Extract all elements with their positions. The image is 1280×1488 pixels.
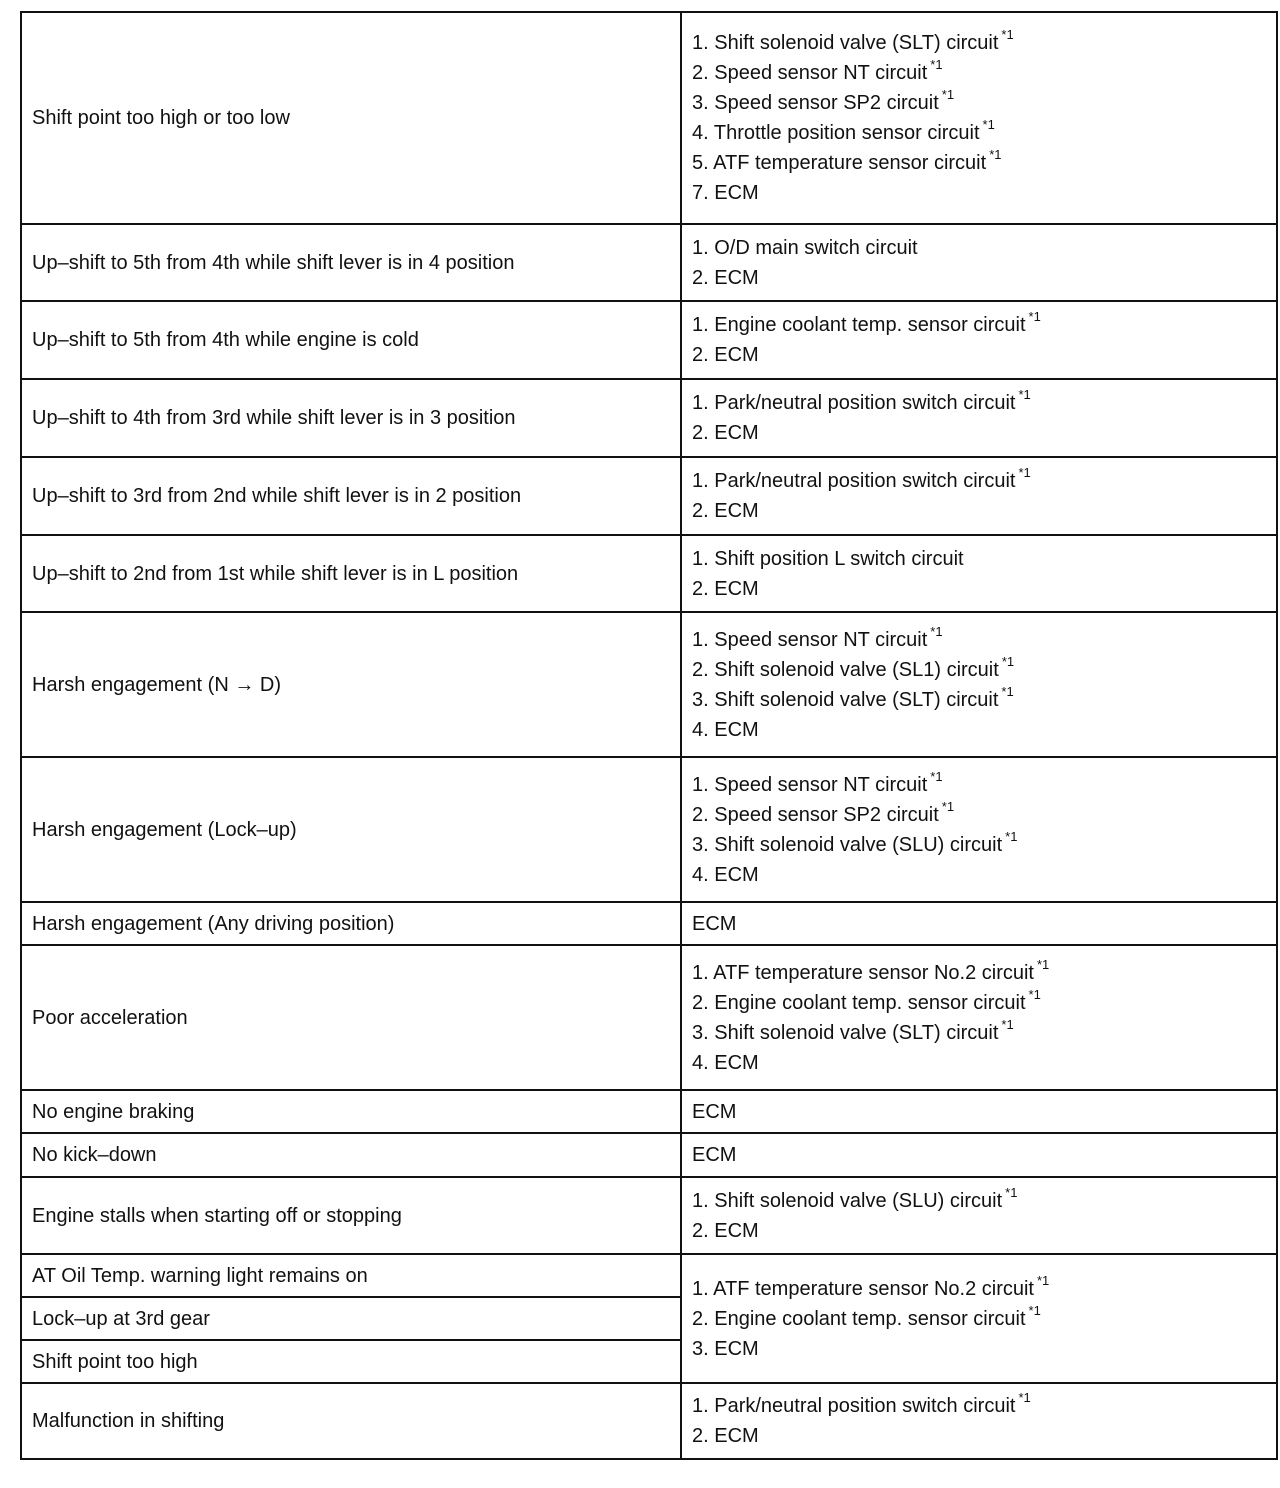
suspect-area-item [692, 58, 1266, 88]
symptom-cell: Up–shift to 4th from 3rd while shift lever is in 3 position [21, 379, 681, 457]
suspect-area-item [692, 800, 1266, 830]
suspect-area-text: 1. ATF temperature sensor No.2 circuit [692, 961, 1034, 984]
suspect-area-item [692, 1304, 1266, 1334]
suspect-area-text: 2. ECM [692, 1219, 759, 1242]
suspect-area-item [692, 685, 1266, 715]
symptom-cell: Engine stalls when starting off or stopping [21, 1177, 681, 1254]
suspect-area-text: 2. ECM [692, 500, 759, 522]
suspect-area-cell [681, 1090, 1277, 1133]
suspect-area-cell [681, 757, 1277, 902]
suspect-area-text: 2. ECM [692, 266, 759, 289]
footnote-marker: *1 [941, 798, 955, 814]
suspect-area-text: 3. Shift solenoid valve (SLT) circuit [692, 1021, 999, 1044]
suspect-area-item [692, 988, 1266, 1018]
suspect-area-cell [681, 457, 1277, 535]
footnote-marker: *1 [1018, 465, 1031, 481]
footnote-marker: *1 [989, 147, 1002, 163]
suspect-area-cell [681, 224, 1277, 301]
suspect-area-item [692, 388, 1266, 418]
suspect-area-cell [681, 945, 1277, 1090]
suspect-area-item [692, 233, 1266, 263]
footnote-marker: *1 [1001, 1016, 1014, 1032]
suspect-area-text: 7. ECM [692, 182, 759, 204]
table-row [21, 902, 1277, 945]
suspect-area-text: 4. ECM [692, 863, 759, 886]
suspect-area-text: 1. ATF temperature sensor No.2 circuit [692, 1277, 1034, 1300]
suspect-area-cell [681, 379, 1277, 457]
suspect-area-text: 2. Speed sensor SP2 circuit [692, 803, 939, 826]
suspect-area-text: 3. Shift solenoid valve (SLU) circuit [692, 833, 1003, 856]
suspect-area-item [692, 466, 1266, 496]
table-row [21, 945, 1277, 1090]
suspect-area-text: ECM [692, 1144, 737, 1166]
symptom-cell: Malfunction in shifting [21, 1383, 681, 1459]
suspect-area-item [692, 574, 1266, 604]
suspect-area-item [692, 1391, 1266, 1421]
suspect-area-item [692, 310, 1266, 340]
suspect-area-text: 1. Park/neutral position switch circuit [692, 392, 1016, 414]
suspect-area-text: 2. Engine coolant temp. sensor circuit [692, 991, 1026, 1014]
table-row [21, 1383, 1277, 1459]
suspect-area-item [692, 340, 1266, 370]
symptom-cell: AT Oil Temp. warning light remains on [21, 1254, 681, 1297]
suspect-area-text: 1. Park/neutral position switch circuit [692, 470, 1016, 492]
footnote-marker: *1 [941, 87, 955, 103]
symptom-cell: No engine braking [21, 1090, 681, 1133]
suspect-area-item [692, 830, 1266, 860]
footnote-marker: *1 [1018, 1390, 1031, 1406]
suspect-area-item [692, 544, 1266, 574]
table-row [21, 1090, 1277, 1133]
table-row [21, 757, 1277, 902]
table-row [21, 1254, 1277, 1297]
footnote-marker: *1 [1028, 986, 1041, 1002]
suspect-area-text: 1. Park/neutral position switch circuit [692, 1395, 1016, 1417]
table-row [21, 301, 1277, 379]
suspect-area-item [692, 1186, 1266, 1216]
suspect-area-item [692, 909, 1266, 939]
suspect-area-text: 3. ECM [692, 1337, 759, 1360]
suspect-area-item [692, 715, 1266, 745]
suspect-area-item [692, 496, 1266, 526]
suspect-area-text: 2. Engine coolant temp. sensor circuit [692, 1307, 1026, 1330]
suspect-area-cell [681, 12, 1277, 224]
suspect-area-cell [681, 1254, 1277, 1383]
table-row [21, 612, 1277, 757]
footnote-marker: *1 [1018, 387, 1031, 403]
suspect-area-text: 4. ECM [692, 718, 759, 741]
suspect-area-text: 2. ECM [692, 422, 759, 444]
suspect-area-text: 2. ECM [692, 1425, 759, 1447]
suspect-area-cell [681, 1133, 1277, 1177]
suspect-area-item [692, 1140, 1266, 1170]
suspect-area-item [692, 178, 1266, 208]
footnote-marker: *1 [930, 623, 943, 639]
suspect-area-cell [681, 301, 1277, 379]
suspect-area-cell [681, 902, 1277, 945]
suspect-area-item [692, 770, 1266, 800]
symptom-cell: Harsh engagement (N → D) [21, 612, 681, 757]
suspect-area-item [692, 860, 1266, 890]
suspect-area-text: ECM [692, 1100, 737, 1123]
symptom-cell: Shift point too high or too low [21, 12, 681, 224]
table-row [21, 1133, 1277, 1177]
suspect-area-text: 1. Engine coolant temp. sensor circuit [692, 314, 1026, 336]
suspect-area-text: 1. Shift position L switch circuit [692, 547, 964, 570]
footnote-marker: *1 [1001, 683, 1014, 699]
suspect-area-item [692, 1334, 1266, 1364]
footnote-marker: *1 [1005, 1184, 1018, 1200]
suspect-area-text: 1. Speed sensor NT circuit [692, 773, 928, 796]
suspect-area-text: 3. Shift solenoid valve (SLT) circuit [692, 688, 999, 711]
suspect-area-cell [681, 1383, 1277, 1459]
footnote-marker: *1 [982, 117, 995, 133]
suspect-area-item [692, 655, 1266, 685]
table-row [21, 224, 1277, 301]
footnote-marker: *1 [930, 57, 943, 73]
suspect-area-text: 1. Shift solenoid valve (SLT) circuit [692, 32, 999, 54]
symptom-cell: Up–shift to 3rd from 2nd while shift lever is in 2 position [21, 457, 681, 535]
suspect-area-item [692, 625, 1266, 655]
suspect-area-item [692, 418, 1266, 448]
suspect-area-cell [681, 535, 1277, 612]
symptom-table-body [21, 12, 1277, 1459]
footnote-marker: *1 [1001, 27, 1014, 43]
table-row [21, 535, 1277, 612]
table-row [21, 457, 1277, 535]
symptom-cell: Poor acceleration [21, 945, 681, 1090]
suspect-area-text: 1. Speed sensor NT circuit [692, 628, 928, 651]
symptom-cell: Up–shift to 5th from 4th while shift lever is in 4 position [21, 224, 681, 301]
symptom-cell: Shift point too high [21, 1340, 681, 1383]
suspect-area-item [692, 118, 1266, 148]
suspect-area-item [692, 28, 1266, 58]
footnote-marker: *1 [1001, 653, 1015, 669]
suspect-area-item [692, 1216, 1266, 1246]
suspect-area-item [692, 1018, 1266, 1048]
table-row [21, 379, 1277, 457]
suspect-area-text: 2. ECM [692, 577, 759, 600]
suspect-area-text: ECM [692, 912, 737, 935]
suspect-area-item [692, 263, 1266, 293]
suspect-area-text: 4. ECM [692, 1051, 759, 1074]
footnote-marker: *1 [1036, 956, 1050, 972]
suspect-area-item [692, 1048, 1266, 1078]
suspect-area-text: 1. O/D main switch circuit [692, 236, 918, 259]
suspect-area-text: 2. Speed sensor NT circuit [692, 62, 928, 84]
footnote-marker: *1 [930, 768, 943, 784]
suspect-area-item [692, 88, 1266, 118]
footnote-marker: *1 [1028, 1302, 1041, 1318]
symptom-cell: Up–shift to 5th from 4th while engine is cold [21, 301, 681, 379]
suspect-area-item [692, 958, 1266, 988]
suspect-area-text: 5. ATF temperature sensor circuit [692, 152, 987, 174]
symptom-cell: No kick–down [21, 1133, 681, 1177]
suspect-area-item [692, 1421, 1266, 1451]
table-row [21, 12, 1277, 224]
symptom-cell: Up–shift to 2nd from 1st while shift lever is in L position [21, 535, 681, 612]
suspect-area-text: 3. Speed sensor SP2 circuit [692, 92, 939, 114]
footnote-marker: *1 [1028, 309, 1041, 325]
suspect-area-item [692, 148, 1266, 178]
suspect-area-cell [681, 1177, 1277, 1254]
symptom-table [20, 11, 1278, 1460]
suspect-area-text: 2. ECM [692, 344, 759, 366]
suspect-area-text: 4. Throttle position sensor circuit [692, 122, 980, 144]
suspect-area-text: 2. Shift solenoid valve (SL1) circuit [692, 658, 999, 681]
suspect-area-text: 1. Shift solenoid valve (SLU) circuit [692, 1189, 1003, 1212]
suspect-area-item [692, 1274, 1266, 1304]
suspect-area-item [692, 1097, 1266, 1127]
table-row [21, 1177, 1277, 1254]
footnote-marker: *1 [1005, 828, 1018, 844]
suspect-area-cell [681, 612, 1277, 757]
footnote-marker: *1 [1036, 1272, 1050, 1288]
symptom-cell: Harsh engagement (Any driving position) [21, 902, 681, 945]
symptom-cell: Harsh engagement (Lock–up) [21, 757, 681, 902]
symptom-cell: Lock–up at 3rd gear [21, 1297, 681, 1340]
